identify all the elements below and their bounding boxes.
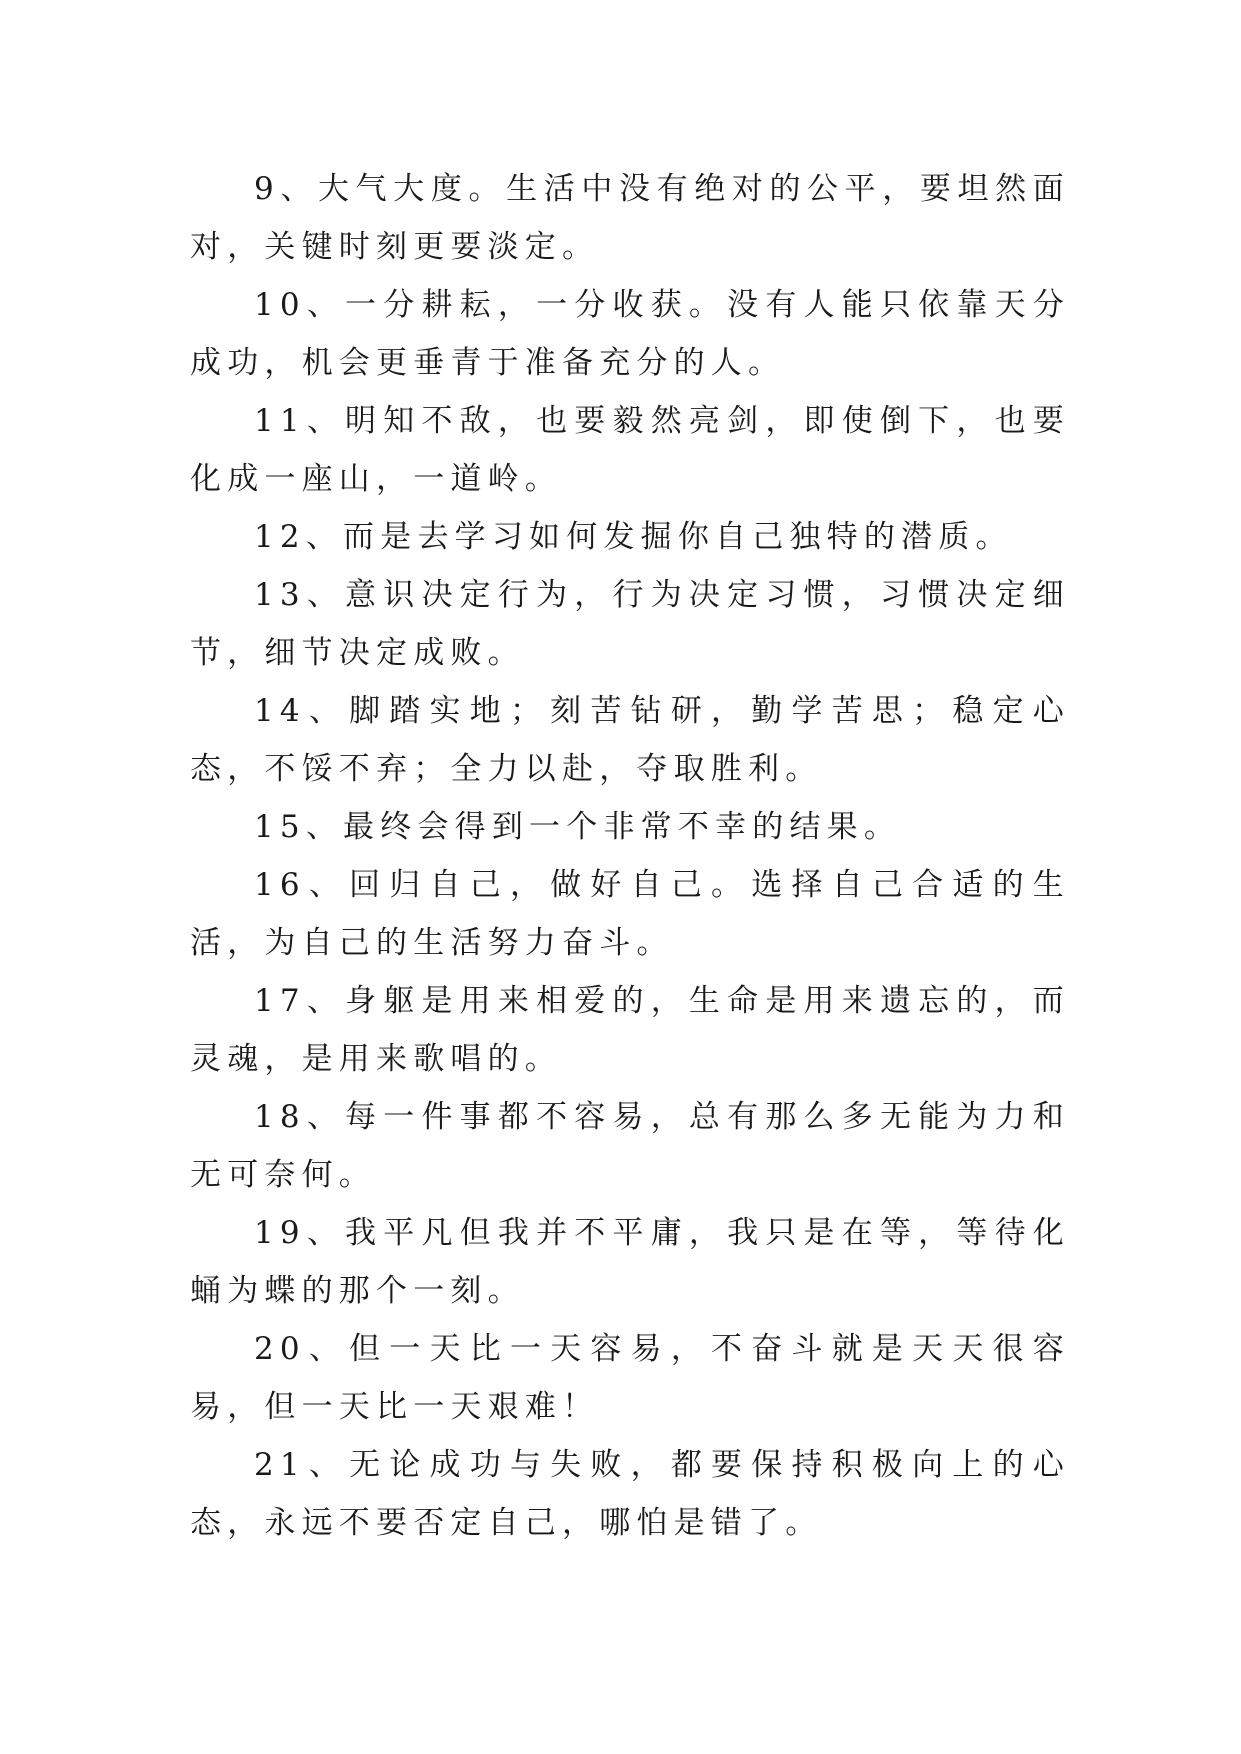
paragraph-item: 11、明知不敌，也要毅然亮剑，即使倒下，也要化成一座山，一道岭。 <box>190 403 1070 497</box>
paragraph-item: 10、一分耕耘，一分收获。没有人能只依靠天分成功，机会更垂青于准备充分的人。 <box>190 287 1070 381</box>
paragraph-item: 15、最终会得到一个非常不幸的结果。 <box>254 809 902 845</box>
paragraph-item: 21、无论成功与失败，都要保持积极向上的心态，永远不要否定自己，哪怕是错了。 <box>190 1447 1070 1541</box>
paragraph-item: 13、意识决定行为，行为决定习惯，习惯决定细节，细节决定成败。 <box>190 577 1070 671</box>
paragraph-item: 18、每一件事都不容易，总有那么多无能为力和无可奈何。 <box>190 1099 1070 1193</box>
paragraph-item: 17、身躯是用来相爱的，生命是用来遗忘的，而灵魂，是用来歌唱的。 <box>190 983 1070 1077</box>
paragraph-item: 12、而是去学习如何发掘你自己独特的潜质。 <box>254 519 1013 555</box>
paragraph-item: 16、回归自己，做好自己。选择自己合适的生活，为自己的生活努力奋斗。 <box>190 867 1070 961</box>
paragraph-item: 19、我平凡但我并不平庸，我只是在等，等待化蛹为蝶的那个一刻。 <box>190 1215 1070 1309</box>
paragraph-item: 14、脚踏实地；刻苦钻研，勤学苦思；稳定心态，不馁不弃；全力以赴，夺取胜利。 <box>190 693 1070 787</box>
paragraph-item: 20、但一天比一天容易，不奋斗就是天天很容易，但一天比一天艰难！ <box>190 1331 1070 1425</box>
document-body <box>190 160 1070 1552</box>
paragraph-item: 9、大气大度。生活中没有绝对的公平，要坦然面对，关键时刻更要淡定。 <box>190 171 1070 265</box>
